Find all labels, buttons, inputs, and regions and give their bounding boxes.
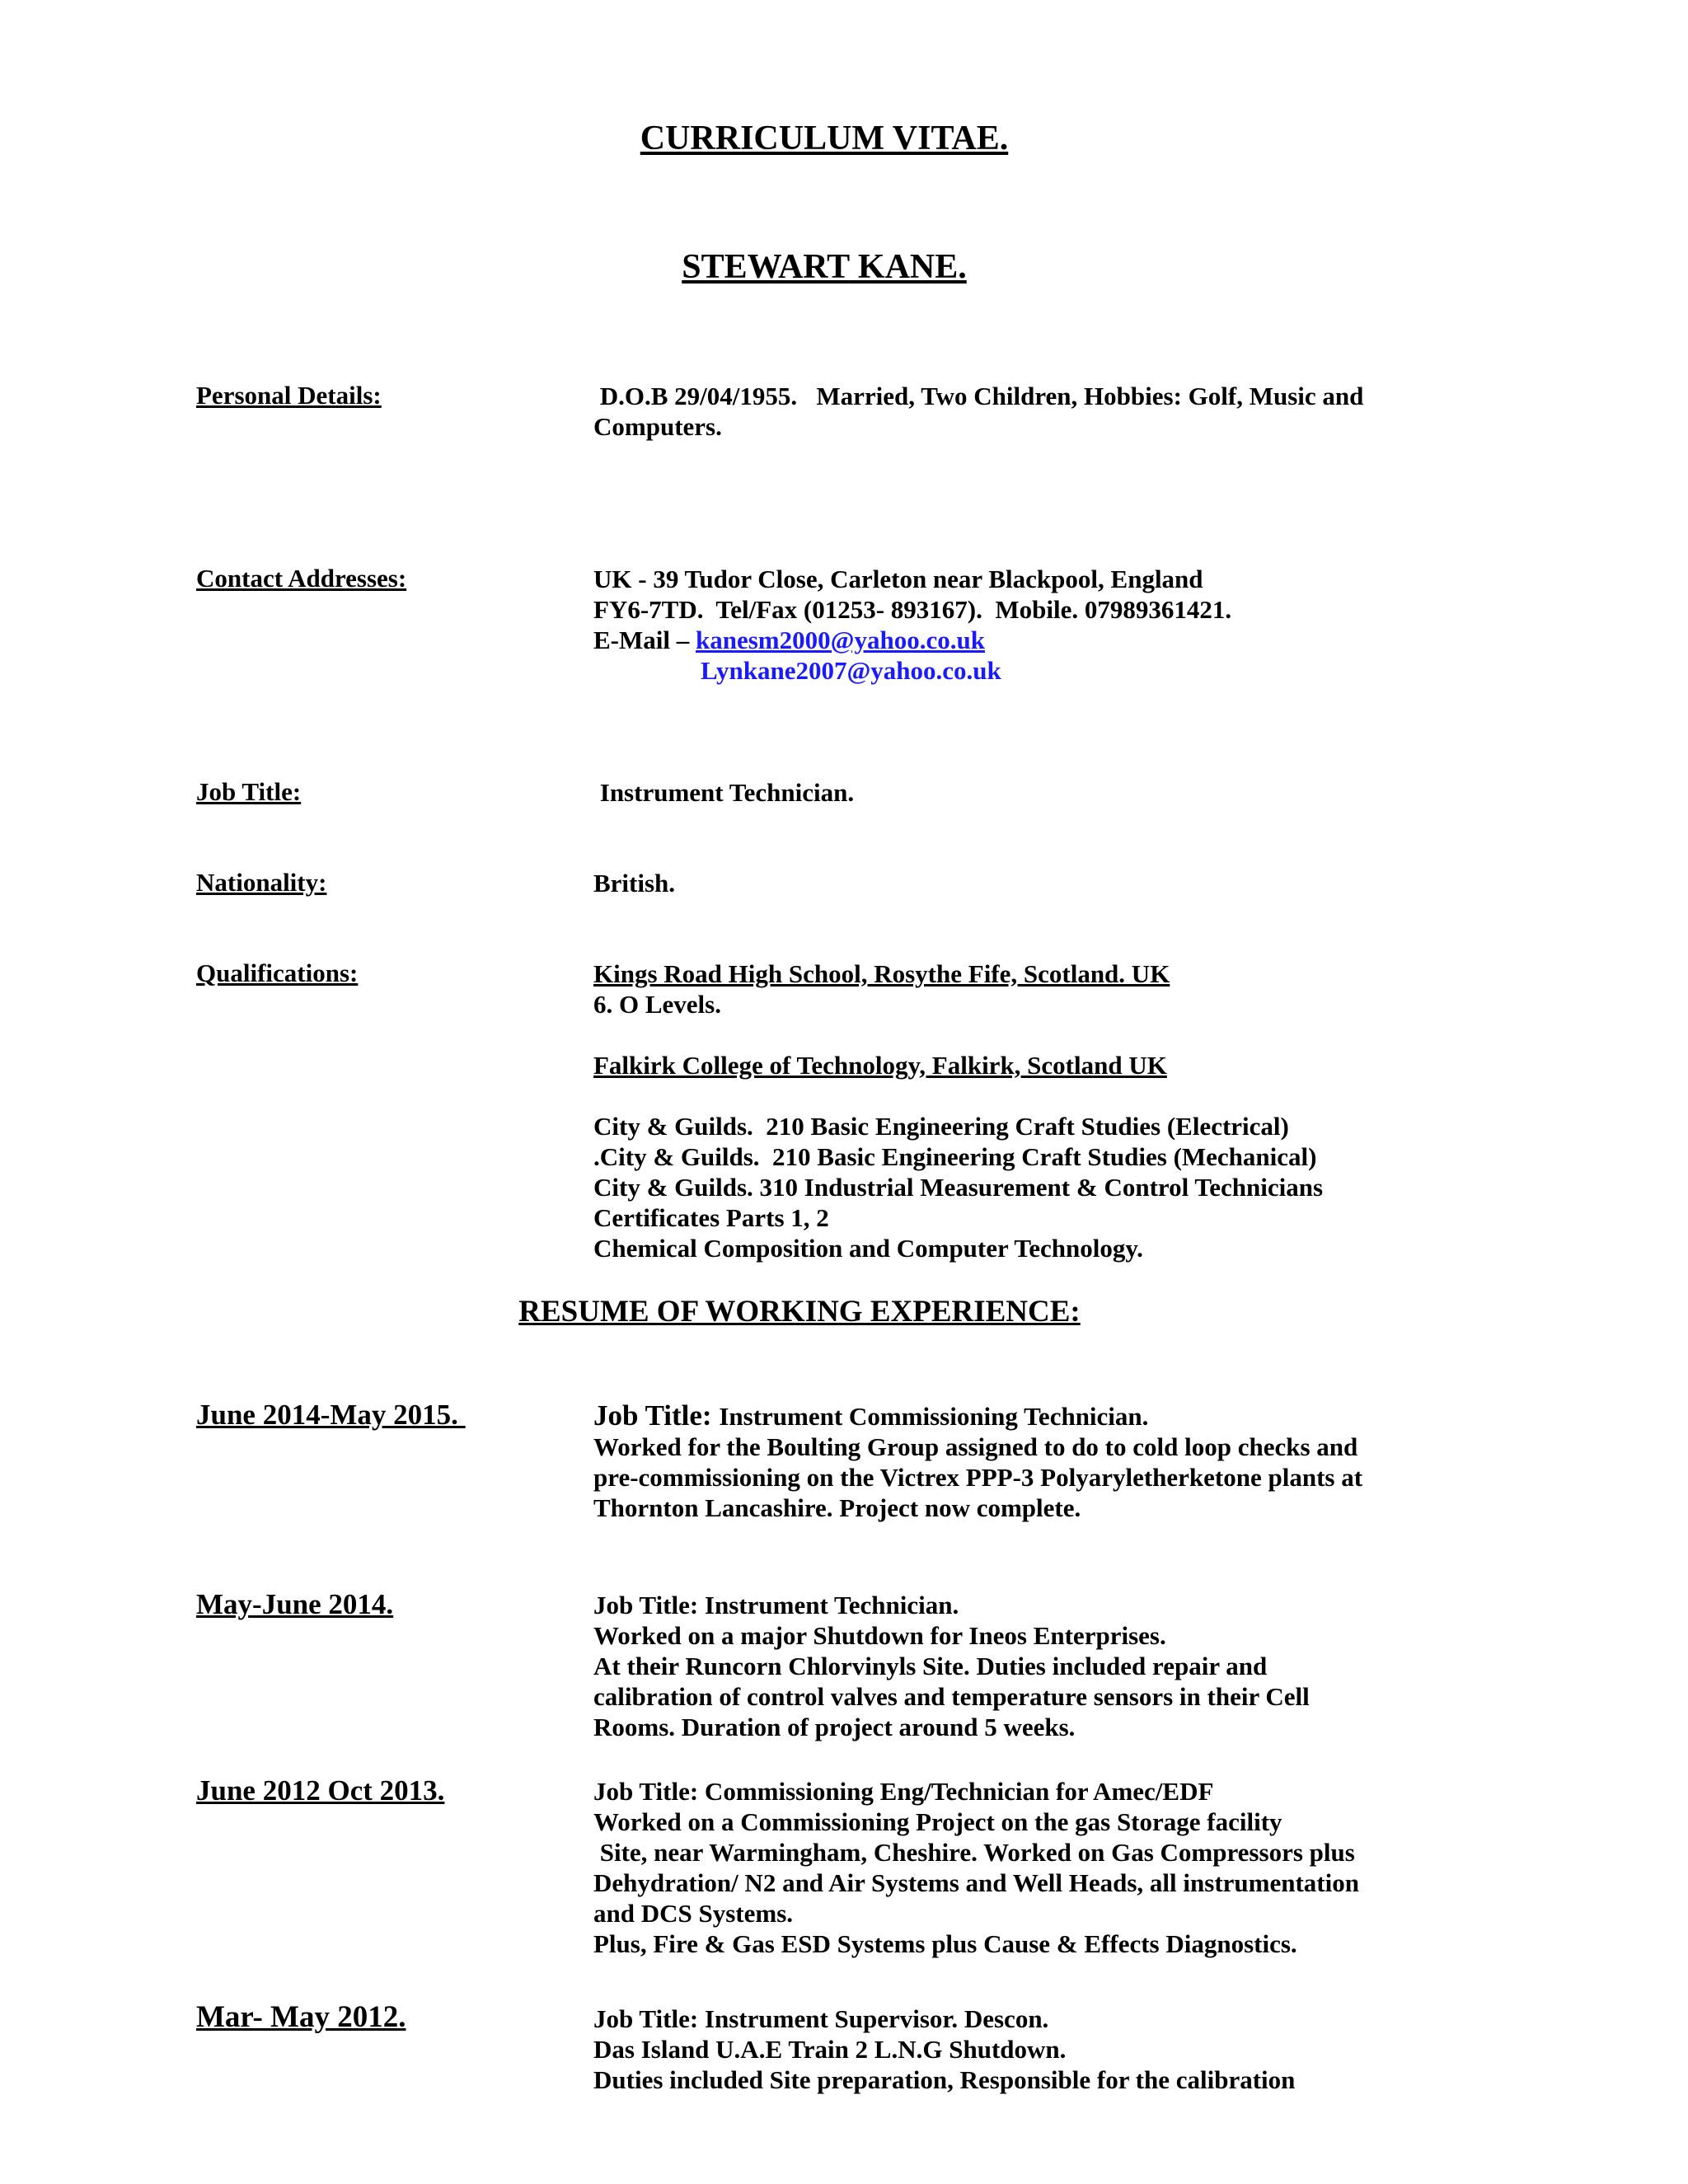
phone-line: FY6-7TD. Tel/Fax (01253- 893167). Mobile. 07989361421. — [593, 595, 1232, 624]
job-detail-line: Worked for the Boulting Group assigned to do to cold loop checks and — [593, 1432, 1358, 1461]
job-entry — [593, 1400, 1517, 1523]
job-period: May-June 2014. — [196, 1588, 394, 1620]
job-detail-line: calibration of control valves and temperature sensors in their Cell — [593, 1682, 1310, 1711]
job-title-line: Job Title: Instrument Supervisor. Descon. — [593, 2004, 1049, 2033]
contact-addresses-value — [593, 564, 1517, 686]
address-line: UK - 39 Tudor Close, Carleton near Blackpool, England — [593, 565, 1203, 593]
job-title-line — [593, 1400, 1517, 1432]
qualification-item: Certificates Parts 1, 2 — [593, 1203, 829, 1232]
nationality-text: British. — [593, 869, 676, 898]
job-period: June 2012 Oct 2013. — [196, 1774, 445, 1807]
qualification-item: Chemical Composition and Computer Technology. — [593, 1234, 1143, 1263]
personal-details-value — [593, 381, 1517, 442]
job-entry — [593, 1590, 1517, 1742]
job-detail-line: Duties included Site preparation, Responsible for the calibration — [593, 2065, 1296, 2094]
job-detail-line: Dehydration/ N2 and Air Systems and Well Heads, all instrumentation — [593, 1868, 1359, 1897]
job-detail-line: Thornton Lancashire. Project now complete. — [593, 1493, 1081, 1522]
job-detail-line: Rooms. Duration of project around 5 weeks. — [593, 1713, 1076, 1741]
qualification-item: City & Guilds. 210 Basic Engineering Craft Studies (Electrical) — [593, 1112, 1289, 1141]
job-title-line: Job Title: Instrument Technician. — [593, 1591, 959, 1619]
document-title: CURRICULUM VITAE. — [640, 120, 1009, 157]
candidate-name: STEWART KANE. — [682, 248, 967, 286]
spacer — [593, 1080, 1517, 1111]
job-detail-line: Das Island U.A.E Train 2 L.N.G Shutdown. — [593, 2035, 1067, 2064]
email-link-secondary[interactable]: Lynkane2007@yahoo.co.uk — [701, 656, 1001, 685]
email-prefix: E-Mail – — [593, 626, 696, 654]
job-detail-line: Worked on a Commissioning Project on the gas Storage facility — [593, 1807, 1282, 1836]
job-entry — [593, 1776, 1517, 1959]
school-detail: 6. O Levels. — [593, 990, 721, 1019]
job-title-line: Job Title: Commissioning Eng/Technician for Amec/EDF — [593, 1777, 1214, 1806]
experience-heading: RESUME OF WORKING EXPERIENCE: — [518, 1295, 1081, 1329]
job-detail-line: At their Runcorn Chlorvinyls Site. Duties included repair and — [593, 1652, 1268, 1680]
spacer — [593, 1019, 1517, 1050]
job-title-text: Instrument Technician. — [593, 778, 855, 807]
job-title-label: Job Title: — [196, 777, 302, 806]
job-period: June 2014-May 2015. — [196, 1399, 466, 1431]
job-title-value — [593, 777, 1517, 808]
email-line — [593, 625, 1517, 655]
job-detail-line: Plus, Fire & Gas ESD Systems plus Cause & Effects Diagnostics. — [593, 1929, 1297, 1958]
nationality-label: Nationality: — [196, 868, 327, 897]
job-detail-line: and DCS Systems. — [593, 1899, 794, 1928]
personal-details-line: D.O.B 29/04/1955. Married, Two Children, Hobbies: Golf, Music and — [593, 382, 1364, 410]
nationality-value — [593, 868, 1517, 898]
school-name: Kings Road High School, Rosythe Fife, Scotland. UK — [593, 959, 1170, 988]
contact-addresses-label: Contact Addresses: — [196, 564, 407, 593]
job-entry — [593, 2004, 1517, 2095]
email-link-primary[interactable]: kanesm2000@yahoo.co.uk — [696, 626, 985, 654]
qualifications-label: Qualifications: — [196, 958, 359, 987]
qualifications-value — [593, 958, 1517, 1263]
job-title-text: Instrument Commissioning Technician. — [719, 1402, 1149, 1431]
college-name: Falkirk College of Technology, Falkirk, Scotland UK — [593, 1051, 1167, 1080]
job-period: Mar- May 2012. — [196, 2000, 406, 2034]
qualification-item: City & Guilds. 310 Industrial Measurement & Control Technicians — [593, 1173, 1324, 1202]
personal-details-line: Computers. — [593, 412, 722, 441]
job-detail-line: Worked on a major Shutdown for Ineos Enterprises. — [593, 1621, 1166, 1650]
job-detail-line: pre-commissioning on the Victrex PPP-3 Polyaryletherketone plants at — [593, 1463, 1363, 1492]
qualification-item: .City & Guilds. 210 Basic Engineering Craft Studies (Mechanical) — [593, 1142, 1317, 1171]
personal-details-label: Personal Details: — [196, 381, 382, 410]
job-title-prefix: Job Title: — [593, 1399, 720, 1432]
job-detail-line: Site, near Warmingham, Cheshire. Worked on Gas Compressors plus — [593, 1838, 1355, 1867]
